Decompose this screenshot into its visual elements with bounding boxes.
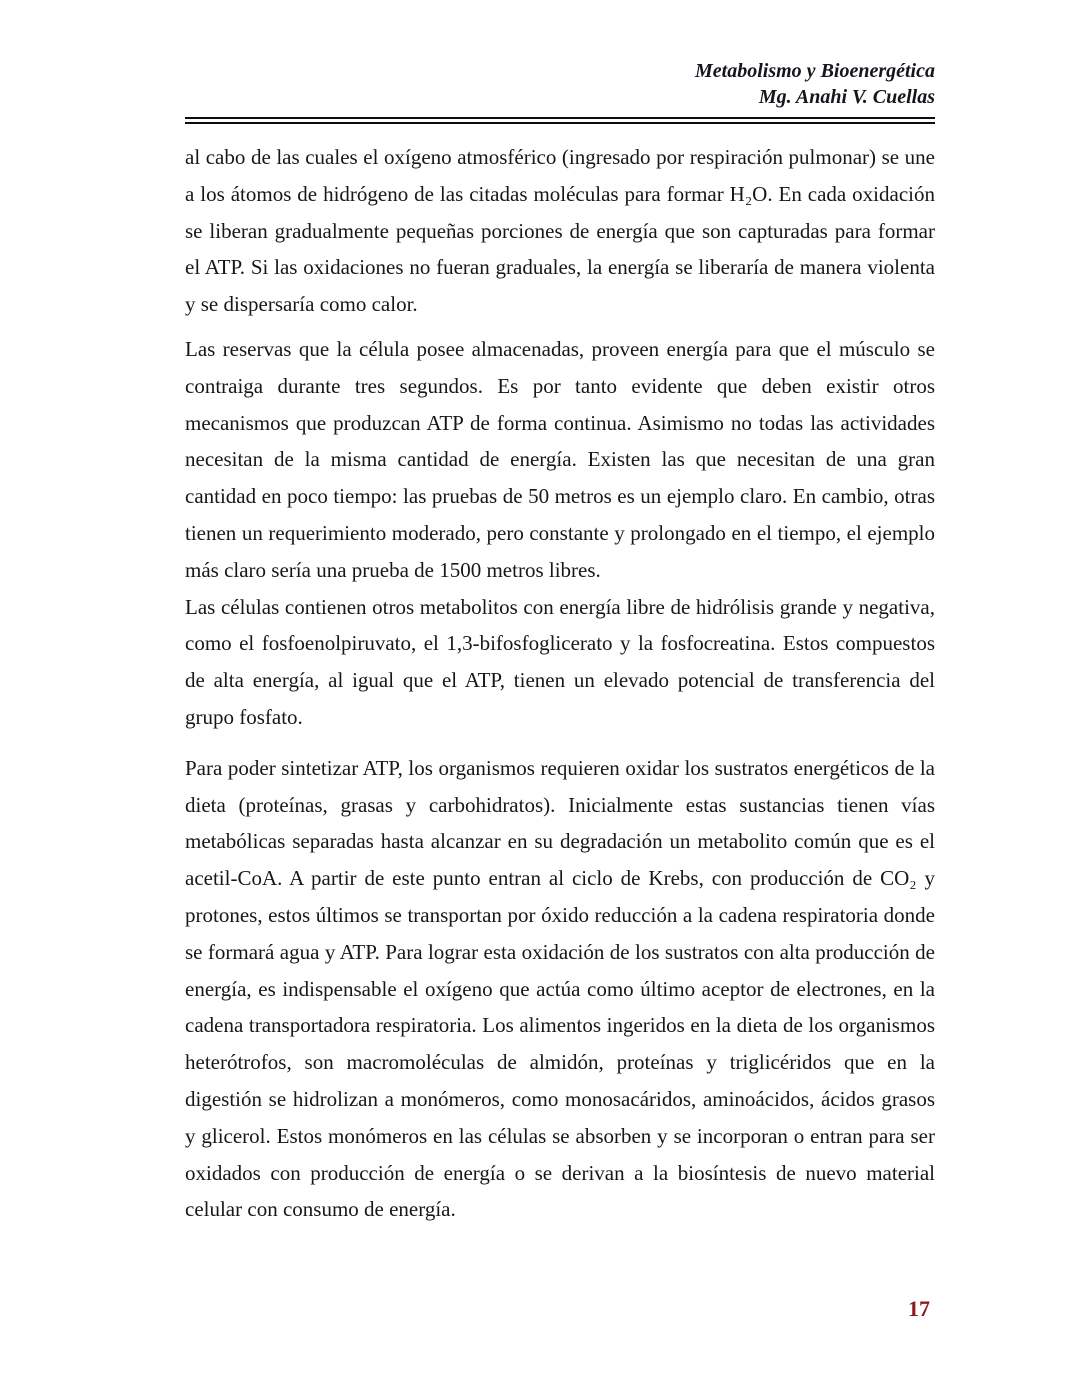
paragraph: Las reservas que la célula posee almacenadas, proveen energía para que el músculo se contraiga durante tres segundos. Es por tanto evidente que deben existir otros mecanismos que produzcan ATP de forma continua. Asimismo no todas las actividades necesitan de la misma cantidad de energía. Existen las que necesitan de una gran cantidad en poco tiempo: las pruebas de 50 metros es un ejemplo claro. En cambio, otras tienen un requerimiento moderado, pero constante y prolongado en el tiempo, el ejemplo más claro sería una prueba de 1500 metros libres. [185, 336, 935, 582]
page-content [185, 0, 935, 1228]
page-number: 17 [908, 1296, 930, 1321]
header-author: Mg. Anahi V. Cuellas [758, 86, 935, 108]
document-body [185, 139, 935, 1228]
paragraph: Para poder sintetizar ATP, los organismos requieren oxidar los sustratos energéticos de la dieta (proteínas, grasas y carbohidratos). Inicialmente estas sustancias tienen vías metabólicas separadas hasta alcanzar en su degradación un metabolito común que es el acetil-CoA. A partir de este punto entran al ciclo de Krebs, con producción de CO₂ y protones, estos últimos se transportan por óxido reducción a la cadena respiratoria donde se formará agua y ATP. Para lograr esta oxidación de los sustratos con alta producción de energía, es indispensable el oxígeno que actúa como último aceptor de electrones, en la cadena transportadora respiratoria. Los alimentos ingeridos en la dieta de los organismos heterótrofos, son macromoléculas de almidón, proteínas y triglicéridos que en la digestión se hidrolizan a monómeros, como monosacáridos, aminoácidos, ácidos grasos y glicerol. Estos monómeros en las células se absorben y se incorporan o entran para ser oxidados con producción de energía o se derivan a la biosíntesis de nuevo material celular con consumo de energía. [185, 755, 935, 1222]
header-title: Metabolismo y Bioenergética [695, 60, 935, 82]
paragraph: Las células contienen otros metabolitos con energía libre de hidrólisis grande y negativa, como el fosfoenolpiruvato, el 1,3-bifosfoglicerato y la fosfocreatina. Estos compuestos de alta energía, al igual que el ATP, tienen un elevado potencial de transferencia del grupo fosfato. [185, 594, 935, 729]
page-header [185, 0, 935, 110]
header-divider [185, 117, 935, 124]
paragraph: al cabo de las cuales el oxígeno atmosférico (ingresado por respiración pulmonar) se une a los átomos de hidrógeno de las citadas moléculas para formar H₂O. En cada oxidación se liberan gradualmente pequeñas porciones de energía que son capturadas para formar el ATP. Si las oxidaciones no fueran graduales, la energía se liberaría de manera violenta y se dispersaría como calor. [185, 145, 935, 317]
